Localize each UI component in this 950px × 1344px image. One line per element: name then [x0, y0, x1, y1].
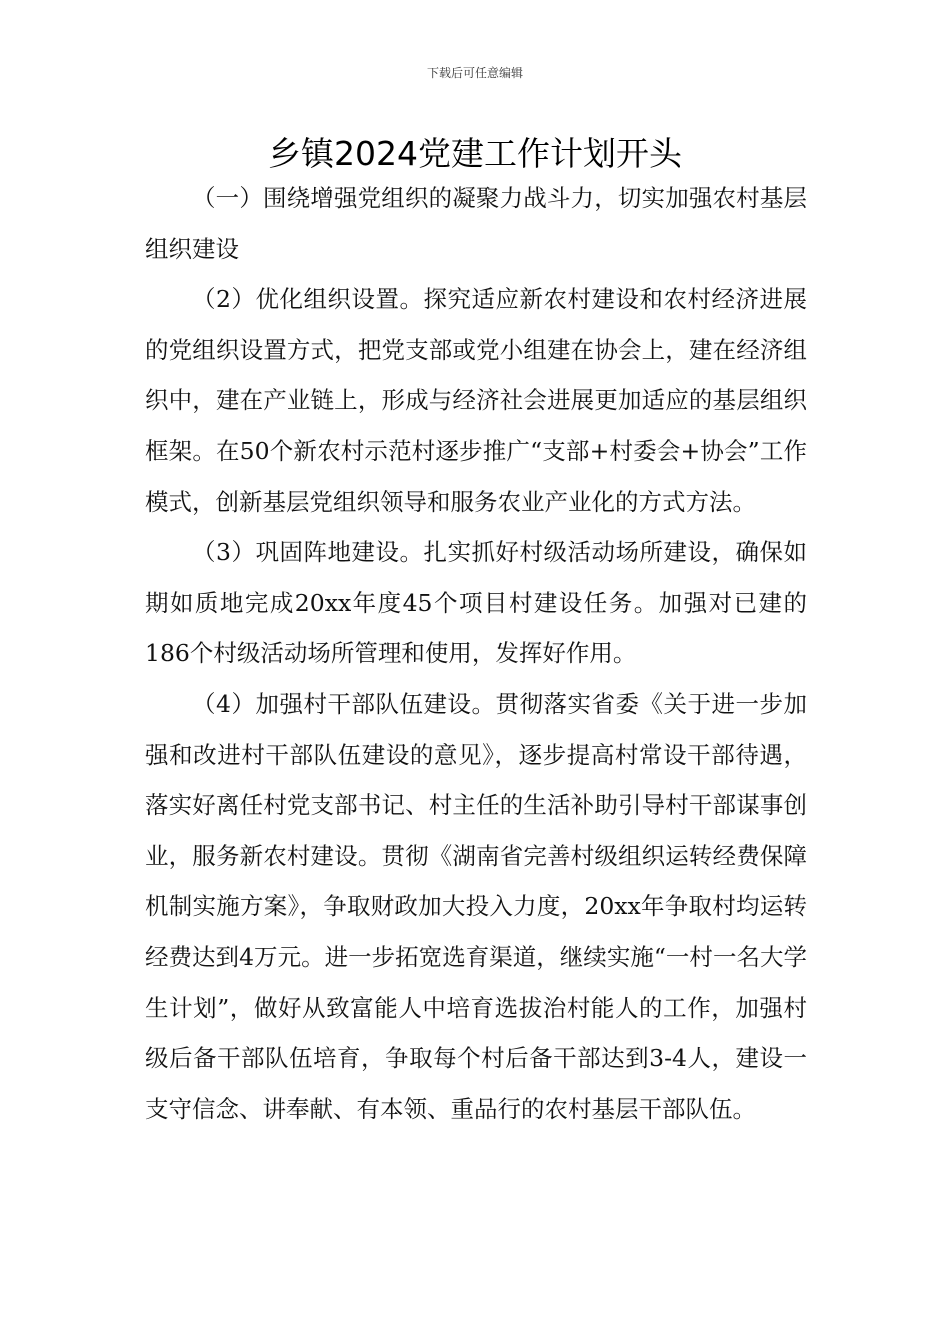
paragraph-1: （一）围绕增强党组织的凝聚力战斗力，切实加强农村基层组织建设 — [145, 184, 807, 263]
header-note: 下载后可任意编辑 — [426, 66, 523, 80]
document-body — [145, 173, 807, 1134]
paragraph-2: （2）优化组织设置。探究适应新农村建设和农村经济进展的党组织设置方式，把党支部或党小组建在协会上，建在经济组织中，建在产业链上，形成与经济社会进展更加适应的基层组织框架。在50个新农村示范村逐步推广“支部+村委会+协会”工作模式，创新基层党组织领导和服务农业产业化的方式方法。 — [145, 285, 807, 516]
paragraph-3: （3）巩固阵地建设。扎实抓好村级活动场所建设，确保如期如质地完成20xx年度45个项目村建设任务。加强对已建的186个村级活动场所管理和使用，发挥好作用。 — [145, 538, 807, 668]
document-title: 乡镇2024党建工作计划开头 — [268, 134, 682, 173]
paragraph-4: （4）加强村干部队伍建设。贯彻落实省委《关于进一步加强和改进村干部队伍建设的意见》，逐步提高村常设干部待遇，落实好离任村党支部书记、村主任的生活补助引导村干部谋事创业，服务新农村建设。贯彻《湖南省完善村级组织运转经费保障机制实施方案》，争取财政加大投入力度，20xx年争取村均运转经费达到4万元。进一步拓宽选育渠道，继续实施“一村一名大学生计划”，做好从致富能人中培育选拔治村能人的工作，加强村级后备干部队伍培育，争取每个村后备干部达到3-4人，建设一支守信念、讲奉献、有本领、重品行的农村基层干部队伍。 — [145, 689, 807, 1123]
